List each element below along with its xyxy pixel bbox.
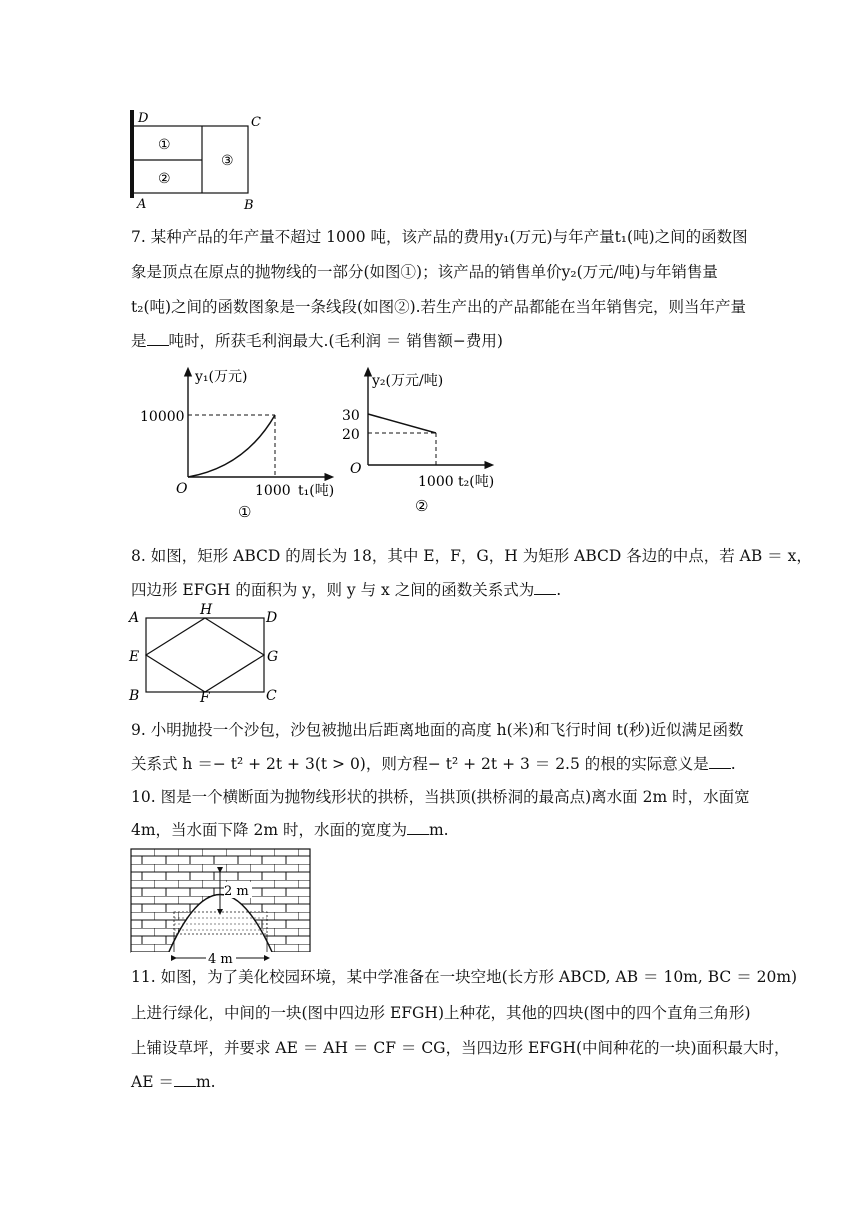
answer-blank: [147, 331, 169, 346]
region-3: ③: [221, 153, 234, 169]
fig8-g: G: [267, 649, 279, 665]
graph1-origin: O: [176, 481, 188, 497]
q11-line-1: 11. 如图，为了美化校园环境，某中学准备在一块空地(长方形 ABCD, AB ＝ 10m, BC ＝ 20m): [131, 968, 798, 986]
graph1-caption: ①: [238, 503, 252, 521]
q10-line-2a: 4m，当水面下降 2m 时，水面的宽度为: [131, 821, 407, 839]
label-d: D: [138, 111, 149, 126]
q8-line-2a: 四边形 EFGH 的面积为 y，则 y 与 x 之间的函数关系式为: [131, 581, 535, 599]
graph2-y2: 20: [342, 427, 360, 443]
region-figure: [125, 106, 265, 214]
q8-line-2: [131, 578, 561, 600]
graph2-y1: 30: [342, 408, 360, 424]
fig8-d: D: [266, 610, 278, 626]
graph1-yval: 10000: [140, 409, 185, 425]
graph-1: [140, 365, 350, 525]
fig8-e: E: [129, 649, 140, 665]
fig8-f: F: [200, 690, 210, 702]
graph2-origin: O: [350, 461, 362, 477]
q7-line-4a: 是: [131, 332, 147, 350]
q11-line-4b: m.: [195, 1073, 216, 1091]
graph-2: [338, 365, 508, 525]
answer-blank: [709, 754, 731, 769]
graph1-xval: 1000: [255, 483, 291, 499]
graph1-ylabel: y₁(万元): [195, 369, 248, 385]
fig10-height: 2 m: [224, 884, 249, 899]
fig8-a: A: [129, 610, 140, 626]
q8-line-1: 8. 如图，矩形 ABCD 的周长为 18，其中 E，F，G，H 为矩形 ABCD 各边的中点，若 AB ＝ x，: [131, 547, 812, 565]
q9-line-2a: 关系式 h ＝− t² + 2t + 3(t > 0)，则方程− t² + 2t + 3 ＝ 2.5 的根的实际意义是: [131, 755, 709, 773]
q10-line-2: [131, 818, 449, 840]
q9-line-1: 9. 小明抛投一个沙包，沙包被抛出后距离地面的高度 h(米)和飞行时间 t(秒)近似满足函数: [131, 721, 744, 739]
q9-line-2b: .: [730, 755, 736, 773]
graph2-xlabel: t₂(吨): [458, 474, 495, 490]
arch-bridge-figure: [130, 848, 312, 966]
fig8-c: C: [266, 688, 277, 702]
graph2-xval: 1000: [418, 474, 454, 490]
answer-blank: [534, 580, 556, 595]
q10-line-1: 10. 图是一个横断面为抛物线形状的拱桥，当拱顶(拱桥洞的最高点)离水面 2m 时，水面宽: [131, 788, 750, 806]
q7-line-3: t₂(吨)之间的函数图象是一条线段(如图②).若生产出的产品都能在当年销售完，则当年产量: [131, 298, 747, 316]
fig8-h: H: [200, 602, 213, 618]
answer-blank: [174, 1072, 196, 1087]
rectangle-figure: [126, 602, 286, 702]
region-2: ②: [158, 171, 171, 187]
q7-line-4: [131, 329, 503, 351]
q11-line-4: [131, 1070, 216, 1092]
q7-line-1: 7. 某种产品的年产量不超过 1000 吨，该产品的费用y₁(万元)与年产量t₁(吨)之间的函数图: [131, 228, 748, 246]
graph1-xlabel: t₁(吨): [298, 483, 335, 499]
fig8-b: B: [129, 688, 140, 702]
label-a: A: [137, 197, 147, 212]
fig10-width: 4 m: [208, 952, 233, 966]
graph2-caption: ②: [415, 497, 429, 515]
label-b: B: [244, 198, 254, 213]
q10-line-2b: m.: [428, 821, 449, 839]
q11-line-4a: AE ＝: [131, 1073, 174, 1091]
q11-line-3: 上铺设草坪，并要求 AE ＝ AH ＝ CF ＝ CG，当四边形 EFGH(中间种花的一块)面积最大时，: [131, 1039, 790, 1057]
graph2-ylabel: y₂(万元/吨): [372, 373, 444, 389]
q7-line-2: 象是顶点在原点的抛物线的一部分(如图①)；该产品的销售单价y₂(万元/吨)与年销售量: [131, 263, 718, 281]
answer-blank: [407, 820, 429, 835]
q11-line-2: 上进行绿化，中间的一块(图中四边形 EFGH)上种花，其他的四块(图中的四个直角三角形): [131, 1004, 751, 1022]
region-1: ①: [158, 137, 171, 153]
label-c: C: [251, 115, 261, 130]
q9-line-2: [131, 752, 736, 774]
q7-line-4b: 吨时，所获毛利润最大.(毛利润 ＝ 销售额−费用): [168, 332, 503, 350]
q8-line-2b: .: [556, 581, 562, 599]
